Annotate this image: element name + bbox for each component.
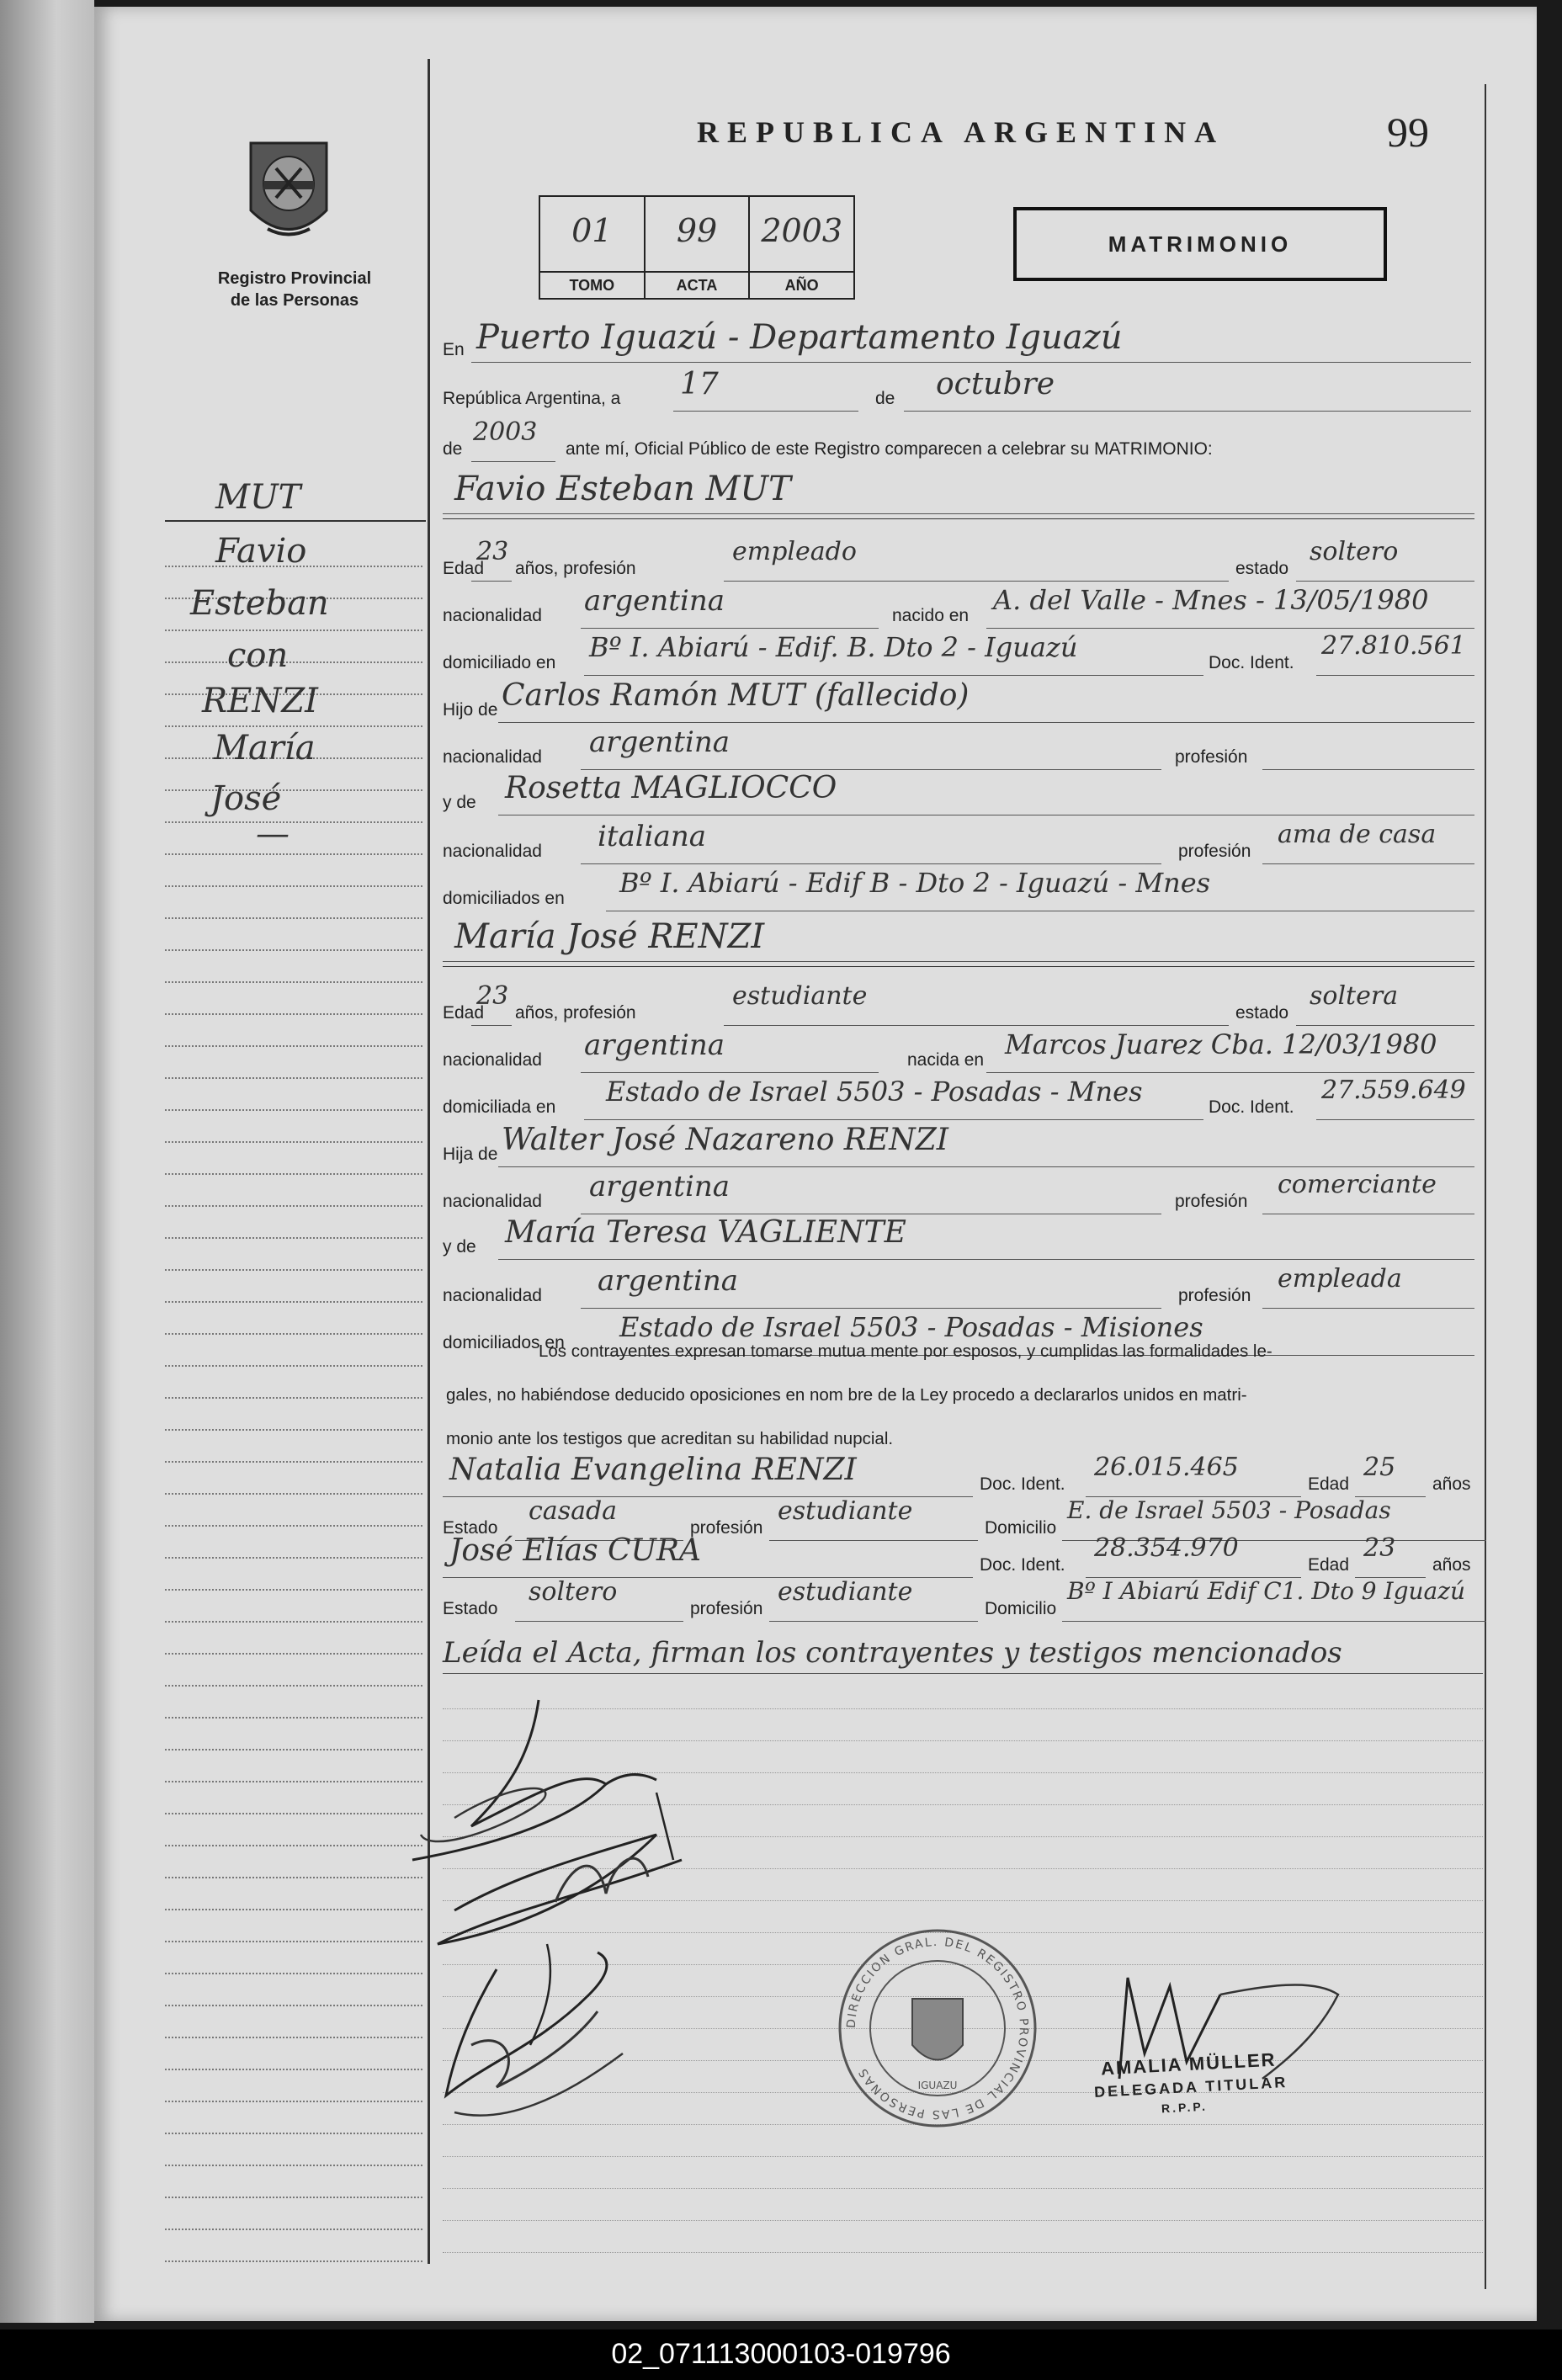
bride-civil-status: soltera: [1310, 981, 1399, 1011]
form-underline: [986, 628, 1474, 629]
signatures: [404, 1692, 757, 2163]
ano-value: 2003: [761, 212, 843, 249]
groom-father-label: Hijo de: [443, 700, 498, 720]
witness2-doc-label: Doc. Ident.: [980, 1555, 1065, 1575]
margin-dot-line: [165, 1173, 422, 1175]
form-underline: [498, 1259, 1474, 1260]
margin-dot-line: [165, 1557, 422, 1559]
form-underline: [986, 1072, 1474, 1073]
bride-father-prof: comerciante: [1278, 1170, 1437, 1199]
witness1-anos-label: años: [1432, 1474, 1471, 1494]
margin-dot-line: [165, 1781, 422, 1782]
bride-born-label: nacida en: [907, 1050, 985, 1070]
witness1-edad-label: Edad: [1308, 1474, 1350, 1494]
margin-dot-line: [165, 1397, 422, 1399]
witness2-edad-label: Edad: [1308, 1555, 1350, 1575]
province-coat-of-arms-icon: [242, 135, 335, 252]
groom-father: Carlos Ramón MUT (fallecido): [502, 678, 970, 713]
margin-dot-line: [165, 2069, 422, 2070]
form-underline: [584, 675, 1203, 676]
bride-doc: 27.559.649: [1321, 1076, 1466, 1105]
witness2-address: Bº I Abiarú Edif C1. Dto 9 Iguazú: [1067, 1577, 1466, 1605]
form-underline: [1262, 769, 1474, 770]
margin-note-line: con: [227, 636, 289, 675]
svg-text:IGUAZU: IGUAZU: [917, 2080, 958, 2091]
groom-age: 23: [476, 537, 509, 566]
groom-name-double-line: [443, 518, 1474, 519]
witness1-doc: 26.015.465: [1094, 1453, 1239, 1482]
form-underline: [443, 961, 1474, 962]
margin-dot-line: [165, 1973, 422, 1974]
body-ruled-line: [443, 2188, 1483, 2189]
ano-label: AÑO: [750, 271, 853, 298]
bride-profession: estudiante: [732, 981, 868, 1011]
margin-dot-line: [165, 2165, 422, 2166]
margin-dot-line: [165, 630, 422, 631]
acta-label: ACTA: [646, 271, 749, 298]
margin-dot-line: [165, 1237, 422, 1239]
witness2-civil-status: soltero: [529, 1577, 618, 1607]
day-value: 17: [680, 367, 719, 401]
margin-dot-line: [165, 1525, 422, 1527]
form-underline: [581, 1072, 879, 1073]
margin-dot-line: [165, 1205, 422, 1207]
groom-birth: A. del Valle - Mnes - 13/05/1980: [993, 584, 1429, 616]
margin-dot-line: [165, 1909, 422, 1910]
de2-label: de: [443, 439, 463, 459]
official-name: AMALIA MÜLLER: [1100, 2048, 1277, 2080]
form-underline: [724, 581, 1229, 582]
witness1-address: E. de Israel 5503 - Posadas: [1067, 1496, 1391, 1524]
margin-dot-line: [165, 1365, 422, 1367]
form-underline: [471, 581, 512, 582]
margin-dot-line: [165, 2037, 422, 2038]
witness1-name: Natalia Evangelina RENZI: [449, 1453, 857, 1487]
bride-mother-prof: empleada: [1278, 1264, 1402, 1294]
margin-note-line: María: [214, 729, 316, 768]
country-title: REPUBLICA ARGENTINA: [697, 115, 1225, 149]
margin-dot-line: [165, 2005, 422, 2006]
bride-father-prof-label: profesión: [1175, 1192, 1248, 1211]
margin-note-line: MUT: [215, 478, 301, 517]
groom-mother-nac-label: nacionalidad: [443, 842, 542, 861]
bride-full-name: María José RENZI: [454, 917, 765, 956]
margin-dot-line: [165, 1589, 422, 1591]
groom-parents-dom-label: domiciliados en: [443, 889, 565, 908]
groom-father-nat: argentina: [589, 725, 731, 759]
margin-dot-line: [165, 1141, 422, 1143]
margin-dot-line: [165, 949, 422, 951]
official-abbr: R.P.P.: [1161, 2099, 1209, 2116]
svg-text:DIRECCION GRAL. DEL REGISTRO P: DIRECCION GRAL. DEL REGISTRO PROVINCIAL DE LAS PERSONAS: [844, 1935, 1031, 2122]
form-underline: [1316, 675, 1474, 676]
witness2-name: José Elías CURA: [449, 1533, 702, 1568]
de-label: de: [875, 389, 895, 408]
margin-dot-line: [165, 661, 422, 663]
bride-mother-prof-label: profesión: [1178, 1286, 1251, 1305]
form-underline: [724, 1025, 1229, 1026]
bride-nationality: argentina: [584, 1028, 725, 1062]
margin-note-line: José: [210, 779, 282, 818]
groom-nationality: argentina: [584, 584, 725, 618]
margin-dot-line: [165, 1845, 422, 1846]
official-title: DELEGADA TITULAR: [1093, 2073, 1288, 2101]
margin-dot-line: [165, 1109, 422, 1111]
acta-box: [646, 197, 751, 298]
margin-dot-line: [165, 789, 422, 791]
margin-dot-line: [165, 1717, 422, 1719]
groom-doc: 27.810.561: [1321, 631, 1466, 661]
witness2-prof-label: profesión: [690, 1599, 763, 1618]
document-type-box: MATRIMONIO: [1013, 207, 1387, 281]
form-underline: [904, 411, 1471, 412]
bride-father-nac-label: nacionalidad: [443, 1192, 542, 1211]
witness1-civil-status: casada: [529, 1496, 618, 1526]
bride-mother-label: y de: [443, 1237, 476, 1256]
margin-dot-line: [165, 981, 422, 983]
form-underline: [769, 1540, 978, 1541]
bride-parents-dom-label: domiciliados en: [443, 1333, 565, 1352]
registry-seal-stamp: [837, 1927, 1039, 2129]
bride-mother-nat: argentina: [598, 1264, 739, 1298]
registry-name-line2: de las Personas: [230, 291, 359, 310]
groom-father-nac-label: nacionalidad: [443, 747, 542, 767]
margin-dot-line: [165, 1941, 422, 1942]
groom-father-prof-label: profesión: [1175, 747, 1248, 767]
margin-note-line: RENZI: [202, 682, 318, 720]
form-underline: [1262, 1308, 1474, 1309]
tomo-label: TOMO: [540, 271, 644, 298]
form-underline: [673, 411, 858, 412]
margin-dot-line: [165, 853, 422, 855]
margin-dot-line: [165, 1013, 422, 1015]
witness2-age: 23: [1363, 1533, 1396, 1563]
registry-name: [194, 268, 396, 311]
margin-dot-line: [165, 1301, 422, 1303]
page-number: 99: [1387, 109, 1429, 156]
witness1-age: 25: [1363, 1453, 1396, 1482]
witness2-doc: 28.354.970: [1094, 1533, 1239, 1563]
form-underline: [498, 1166, 1474, 1167]
margin-dot-line: [165, 821, 422, 823]
bride-edad-label: Edad: [443, 1003, 485, 1023]
form-underline: [1316, 1119, 1474, 1120]
margin-dot-line: [165, 1429, 422, 1431]
groom-born-label: nacido en: [892, 606, 970, 625]
bride-father: Walter José Nazareno RENZI: [502, 1123, 948, 1157]
tomo-value: 01: [571, 212, 613, 249]
declaration-line1: Los contrayentes expresan tomarse mutua mente por esposos, y cumplidas las formalidades le-: [539, 1341, 1272, 1361]
groom-parents-address: Bº I. Abiarú - Edif B - Dto 2 - Iguazú - Mnes: [619, 867, 1211, 899]
form-underline: [471, 1025, 512, 1026]
form-underline: [471, 461, 555, 462]
margin-dot-line: [165, 1461, 422, 1463]
bride-nac-label: nacionalidad: [443, 1050, 542, 1070]
witness2-estado-label: Estado: [443, 1599, 498, 1618]
acta-value: 99: [676, 212, 718, 249]
margin-dot-line: [165, 1685, 422, 1687]
margin-dot-line: [165, 1045, 422, 1047]
right-page-border: [1485, 84, 1486, 2289]
margin-note-line: —: [256, 815, 290, 853]
margin-note-line: Favio: [215, 532, 307, 571]
form-underline: [471, 362, 1471, 363]
margin-dot-line: [165, 1749, 422, 1750]
margin-name-underline: [165, 520, 426, 522]
margin-dot-line: [165, 1269, 422, 1271]
bride-anos-label: años, profesión: [515, 1003, 636, 1023]
form-underline: [584, 1119, 1203, 1120]
ano-box: [750, 197, 853, 298]
bride-age: 23: [476, 981, 509, 1011]
groom-dom-label: domiciliado en: [443, 653, 556, 672]
witness1-profession: estudiante: [778, 1496, 913, 1526]
margin-dot-line: [165, 2133, 422, 2134]
groom-mother-label: y de: [443, 793, 476, 812]
form-underline: [581, 769, 1161, 770]
groom-profession: empleado: [732, 537, 857, 566]
margin-dot-line: [165, 2260, 422, 2262]
margin-dot-line: [165, 885, 422, 887]
groom-mother: Rosetta MAGLIOCCO: [505, 771, 837, 805]
margin-dot-line: [165, 2101, 422, 2102]
bride-parents-address: Estado de Israel 5503 - Posadas - Misiones: [619, 1311, 1203, 1343]
record-id-boxes: [539, 195, 855, 300]
form-underline: [581, 1308, 1161, 1309]
form-underline: [581, 863, 1161, 864]
witness2-profession: estudiante: [778, 1577, 913, 1607]
groom-civil-status: soltero: [1310, 537, 1399, 566]
groom-doc-label: Doc. Ident.: [1209, 653, 1294, 672]
place-value: Puerto Iguazú - Departamento Iguazú: [476, 318, 1123, 357]
bride-dom-label: domiciliada en: [443, 1097, 556, 1117]
form-underline: [1296, 1025, 1474, 1026]
form-underline: [581, 628, 879, 629]
bride-name-double-line: [443, 966, 1474, 967]
form-underline: [769, 1621, 978, 1622]
bride-address: Estado de Israel 5503 - Posadas - Mnes: [606, 1076, 1143, 1108]
groom-mother-prof: ama de casa: [1278, 820, 1437, 849]
bride-estado-label: estado: [1235, 1003, 1289, 1023]
groom-mother-prof-label: profesión: [1178, 842, 1251, 861]
witness1-prof-label: profesión: [690, 1518, 763, 1538]
body-ruled-line: [443, 2252, 1483, 2253]
margin-note-line: Esteban: [190, 584, 329, 623]
witness1-dom-label: Domicilio: [985, 1518, 1057, 1538]
declaration-line3: monio ante los testigos que acreditan su habilidad nupcial.: [446, 1429, 894, 1448]
form-underline: [443, 513, 1474, 514]
groom-nac-label: nacionalidad: [443, 606, 542, 625]
margin-dot-line: [165, 1333, 422, 1335]
witness2-dom-label: Domicilio: [985, 1599, 1057, 1618]
appear-text: ante mí, Oficial Público de este Registro comparecen a celebrar su MATRIMONIO:: [566, 439, 1213, 459]
bride-birth: Marcos Juarez Cba. 12/03/1980: [1005, 1028, 1437, 1060]
margin-dot-line: [165, 1877, 422, 1878]
witness1-estado-label: Estado: [443, 1518, 498, 1538]
groom-edad-label: Edad: [443, 559, 485, 578]
witness2-anos-label: años: [1432, 1555, 1471, 1575]
month-value: octubre: [936, 367, 1055, 401]
margin-dot-line: [165, 1493, 422, 1495]
scan-filename: 02_071113000103-019796: [611, 2338, 951, 2370]
previous-page-edge: [0, 0, 94, 2323]
groom-full-name: Favio Esteban MUT: [454, 470, 791, 508]
closing-underline: [443, 1673, 1483, 1674]
closing-statement: Leída el Acta, firman los contrayentes y testigos mencionados: [443, 1636, 1342, 1670]
margin-dot-line: [165, 1621, 422, 1623]
margin-dot-line: [165, 1653, 422, 1655]
groom-mother-nat: italiana: [598, 820, 706, 853]
body-ruled-line: [443, 2220, 1483, 2221]
year-value: 2003: [473, 417, 538, 447]
margin-dot-line: [165, 917, 422, 919]
form-underline: [1296, 581, 1474, 582]
margin-dot-line: [165, 2229, 422, 2230]
bride-father-label: Hija de: [443, 1145, 498, 1164]
form-underline: [1262, 863, 1474, 864]
groom-address: Bº I. Abiarú - Edif. B. Dto 2 - Iguazú: [589, 631, 1078, 663]
groom-anos-label: años, profesión: [515, 559, 636, 578]
declaration-line2: gales, no habiéndose deducido oposiciones en nom bre de la Ley procedo a declararlos unidos en matri-: [446, 1385, 1247, 1405]
witness1-doc-label: Doc. Ident.: [980, 1474, 1065, 1494]
en-label: En: [443, 340, 465, 359]
margin-dot-line: [165, 1813, 422, 1814]
republica-label: República Argentina, a: [443, 389, 621, 408]
registry-name-line1: Registro Provincial: [217, 269, 372, 288]
form-underline: [498, 722, 1474, 723]
margin-dot-line: [165, 725, 422, 727]
bride-doc-label: Doc. Ident.: [1209, 1097, 1294, 1117]
margin-dot-line: [165, 2197, 422, 2198]
bride-mother: María Teresa VAGLIENTE: [505, 1215, 906, 1250]
tomo-box: [540, 197, 646, 298]
form-underline: [515, 1621, 683, 1622]
form-underline: [1062, 1621, 1486, 1622]
bride-mother-nac-label: nacionalidad: [443, 1286, 542, 1305]
margin-dot-line: [165, 1077, 422, 1079]
bride-father-nat: argentina: [589, 1170, 731, 1203]
groom-estado-label: estado: [1235, 559, 1289, 578]
